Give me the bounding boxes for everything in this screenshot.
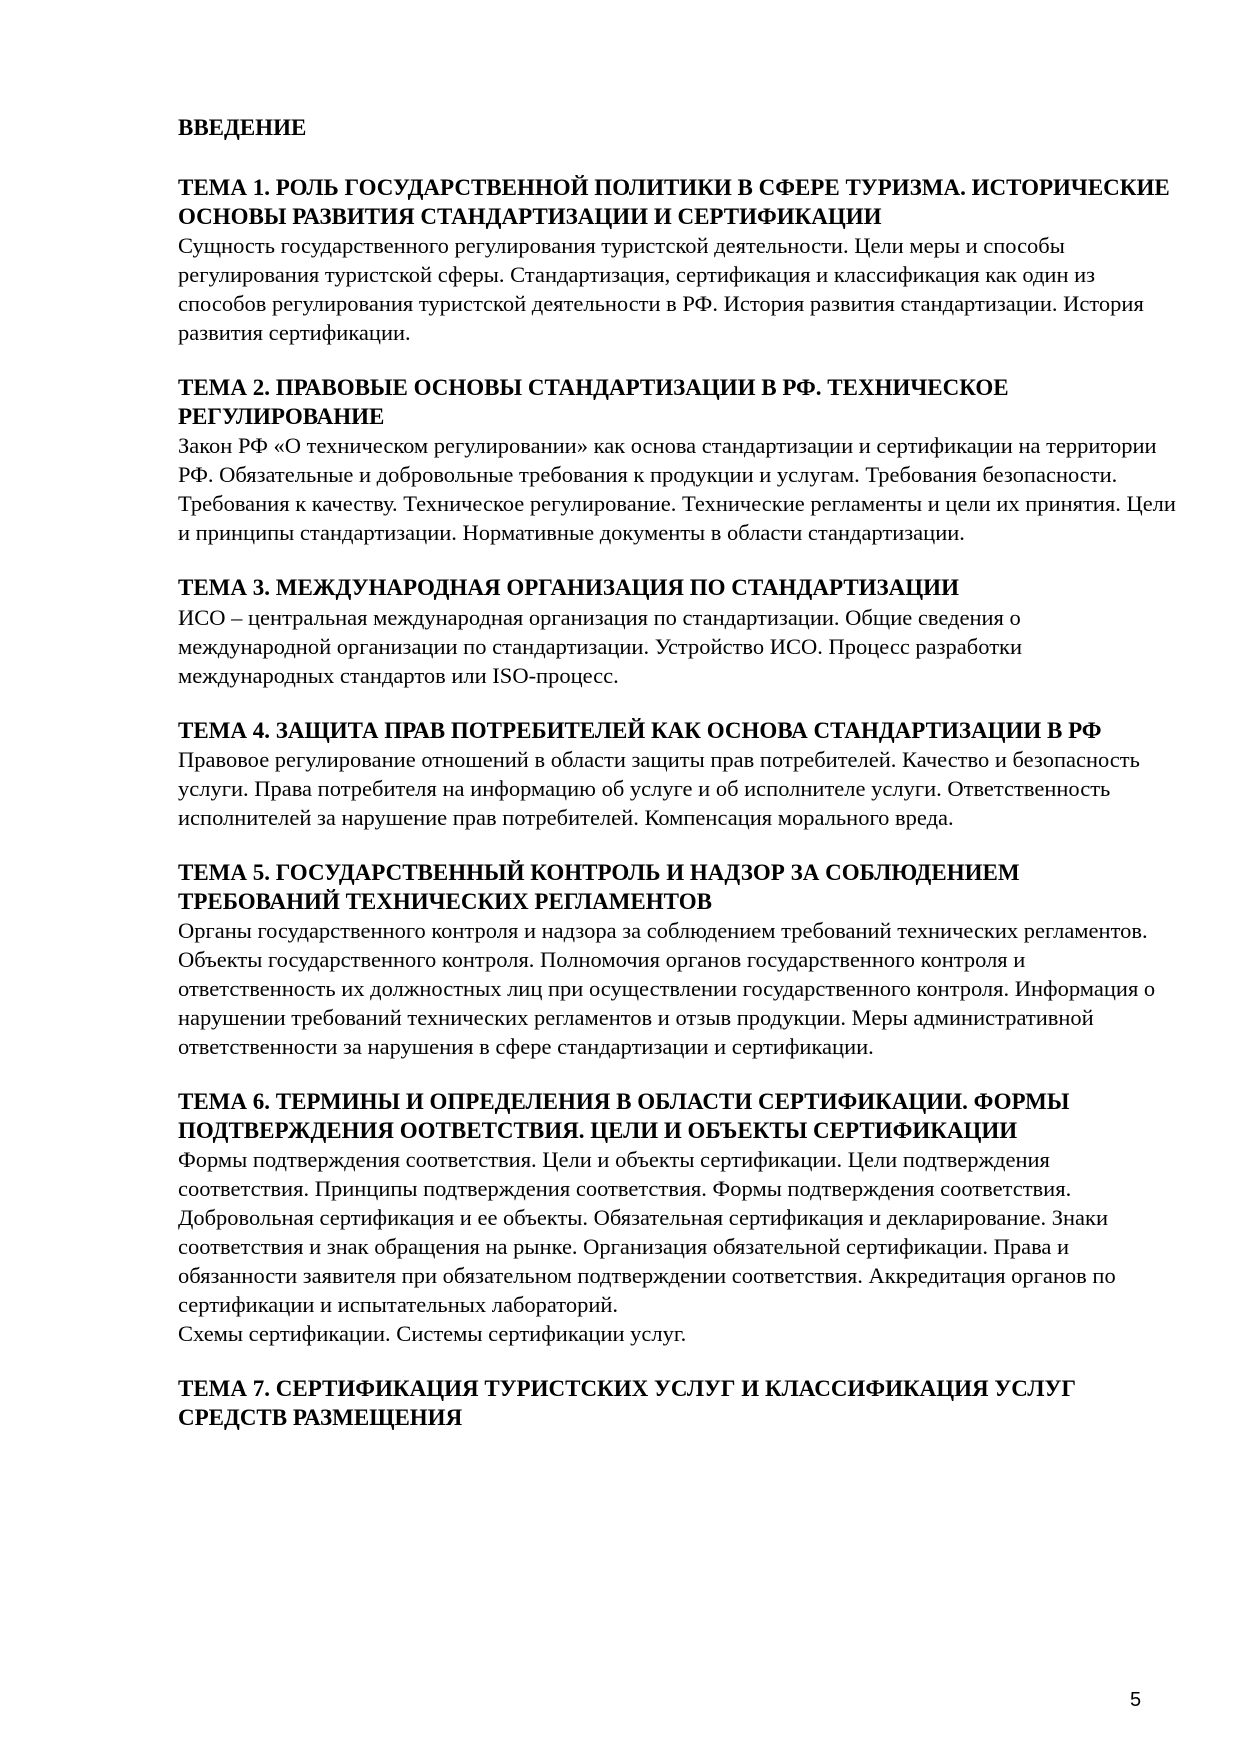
document-content [178,114,1178,1459]
section-body: Сущность государственного регулирования туристской деятельности. Цели меры и способы регулирования туристской сферы. Стандартизация, сертификация и классификация как один из способов регулирования туристской деятельности в РФ. История развития стандартизации. История развития сертификации. [178,233,1144,345]
section-body: Формы подтверждения соответствия. Цели и объекты сертификации. Цели подтверждения соответствия. Принципы подтверждения соответствия. Формы подтверждения соответствия. Добровольная сертификация и ее объекты. Обязательная сертификация и декларирование. Знаки соответствия и знак обращения на рынке. Организация обязательной сертификации. Права и обязанности заявителя при обязательном подтверждении соответствия. Аккредитация органов по сертификации и испытательных лабораторий. [178,1147,1116,1317]
section-title: ТЕМА 4. ЗАЩИТА ПРАВ ПОТРЕБИТЕЛЕЙ КАК ОСНОВА СТАНДАРТИЗАЦИИ В РФ [178,717,1102,743]
section-body-extra: Схемы сертификации. Системы сертификации услуг. [178,1321,687,1346]
section-title: ТЕМА 6. ТЕРМИНЫ И ОПРЕДЕЛЕНИЯ В ОБЛАСТИ СЕРТИФИКАЦИИ. ФОРМЫ ПОДТВЕРЖДЕНИЯ ООТВЕТСТВИЯ. ЦЕЛИ И ОБЪЕКТЫ СЕРТИФИКАЦИИ [178,1089,1070,1143]
intro-heading: ВВЕДЕНИЕ [178,115,307,140]
section-topic-2 [178,374,1178,547]
section-topic-3 [178,574,1178,690]
section-title: ТЕМА 7. СЕРТИФИКАЦИЯ ТУРИСТСКИХ УСЛУГ И КЛАССИФИКАЦИЯ УСЛУГ СРЕДСТВ РАЗМЕЩЕНИЯ [178,1376,1076,1430]
section-title: ТЕМА 3. МЕЖДУНАРОДНАЯ ОРГАНИЗАЦИЯ ПО СТАНДАРТИЗАЦИИ [178,575,959,600]
section-topic-4 [178,717,1178,833]
section-body: Правовое регулирование отношений в области защиты прав потребителей. Качество и безопасность услуги. Права потребителя на информацию об услуге и об исполнителе услуги. Ответственность исполнителей за нарушение прав потребителей. Компенсация морального вреда. [178,747,1140,830]
section-topic-5 [178,859,1178,1061]
section-title: ТЕМА 1. РОЛЬ ГОСУДАРСТВЕННОЙ ПОЛИТИКИ В СФЕРЕ ТУРИЗМА. ИСТОРИЧЕСКИЕ ОСНОВЫ РАЗВИТИЯ СТАНДАРТИЗАЦИИ И СЕРТИФИКАЦИИ [178,175,1170,229]
section-title: ТЕМА 5. ГОСУДАРСТВЕННЫЙ КОНТРОЛЬ И НАДЗОР ЗА СОБЛЮДЕНИЕМ ТРЕБОВАНИЙ ТЕХНИЧЕСКИХ РЕГЛАМЕНТОВ [178,860,1020,914]
page-number: 5 [1130,1689,1142,1711]
section-topic-7 [178,1375,1178,1432]
section-body: Органы государственного контроля и надзора за соблюдением требований технических регламентов. Объекты государственного контроля. Полномочия органов государственного контроля и ответственность их должностных лиц при осуществлении государственного контроля. Информация о нарушении требований технических регламентов и отзыв продукции. Меры административной ответственности за нарушения в сфере стандартизации и сертификации. [178,918,1156,1059]
section-title: ТЕМА 2. ПРАВОВЫЕ ОСНОВЫ СТАНДАРТИЗАЦИИ В РФ. ТЕХНИЧЕСКОЕ РЕГУЛИРОВАНИЕ [178,375,1009,429]
section-body: ИСО – центральная международная организация по стандартизации. Общие сведения о международной организации по стандартизации. Устройство ИСО. Процесс разработки международных стандартов или ISO-процесс. [178,604,1023,688]
section-topic-1 [178,174,1178,347]
section-body: Закон РФ «О техническом регулировании» как основа стандартизации и сертификации на территории РФ. Обязательные и добровольные требования к продукции и услугам. Требования безопасности. Требования к качеству. Техническое регулирование. Технические регламенты и цели их принятия. Цели и принципы стандартизации. Нормативные документы в области стандартизации. [178,433,1176,545]
section-topic-6 [178,1088,1178,1348]
